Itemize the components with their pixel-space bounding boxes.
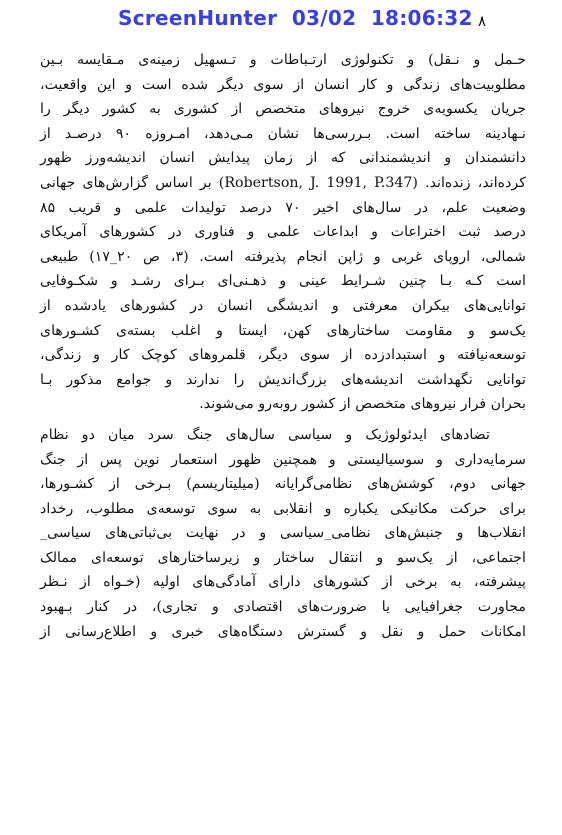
text-line: برای حرکت مکانیکی یکباره و انقلابی به سوی توسعه‌ی مطلوب، رخداد (40, 500, 526, 517)
text-line: است کـه بـا چنین شـرایط عینی و ذهـنی‌ای بـرای رشـد و شکـوفایی (40, 273, 526, 290)
text-line: توسعه‌نیافته و استبدادزده از سوی دیگر، قلمروهای کوچک کار و زندگی، (40, 347, 526, 364)
text-line: درصد ثبت اختراعات و ابداعات علمی و فناوری در کشورهای آمریکای (40, 224, 526, 241)
page-number: ۸ (478, 12, 487, 30)
text-line: سرمایه‌داری و سوسیالیستی و همچنین ظهور استعمار نوین پس از جنگ (40, 451, 526, 468)
text-line: اجتماعی، از یک‌سو و انتقال ساختار و زیرساختارهای توسعه‌ای ممالک (40, 549, 526, 566)
text-line: امکانات حمل و نقل و گسترش دستگاه‌های خبری و اطلاع‌رسانی از (40, 623, 526, 640)
text-line: توانایی‌های بیکران معرفتی و اندیشگی انسان در کشورهای یادشده از (40, 297, 526, 314)
text-line: حـمل و نـقل) و تکنولوژی ارتـباطات و تـسهیل زمینه‌ی مـقایسه بـین (40, 52, 526, 68)
text-line: توانایی نگهداشت اندیشه‌های بزرگ‌اندیش را ندارند و جوامع مذکور بـا (40, 371, 526, 388)
text-line: مجاورت جغرافیایی یا ضرورت‌های اقتصادی و تجاری)، در کنار بـهبود (40, 599, 526, 616)
text-line: شمالی، اروپای غربی و ژاپن انجام پذیرفته است. (۳، ص ۲۰_۱۷) طبیعی (40, 248, 526, 265)
text-line: وضعیت علم، در سال‌های اخیر ۷۰ درصد تولیدات علمی و قریب ۸۵ (40, 199, 526, 216)
text-line: نـهادینه ساخته است. بـررسی‌ها نشان مـی‌دهد، امـروزه ۹۰ درصـد از (40, 125, 526, 142)
text-line: دانشمندان و اندیشمندانی که از زمان پیدایش انسان اندیشه‌ورز ظهور (40, 150, 526, 167)
paragraph-2 (40, 423, 526, 644)
text-line: بحران فرار نیروهای متخصص از کشور روبه‌رو می‌شوند. (199, 396, 526, 413)
text-line: تضادهای ایدئولوژیک و سیاسی سال‌های جنگ سرد میان دو نظام (40, 426, 490, 443)
text-line: مطلوبیت‌های زندگی و کار انسان از سوی دیگر شده است و این واقعیت، (40, 76, 526, 93)
text-line: پیشرفته، به برخی از کشورهای دارای آمادگی‌های اولیه (خـواه از نـظر (40, 574, 526, 591)
document-page (40, 48, 526, 644)
text-line: کرده‌اند، زنده‌اند. (Robertson, J. 1991, P.347) بر اساس گزارش‌های جهانی (40, 174, 526, 191)
text-line: انقلاب‌ها و جنبش‌های نظامی_سیاسی و در نهایت بی‌ثباتی‌های سیاسی_ (40, 525, 526, 542)
screenhunter-watermark: ScreenHunter 03/02 18:06:32 (118, 6, 473, 30)
text-line: یک‌سو و مقاومت ساختارهای کهن، ایستا و اغلب بسته‌ی کشـورهای (40, 322, 526, 339)
text-line: جهانی دوم، کوشش‌های نظامی‌گرایانه (میلیتاریسم) بـرخی از کشـورها، (40, 476, 526, 493)
text-line: جریان یکسویه‌ی خروج نیروهای متخصص از کشوری به کشور دیگر را (40, 101, 526, 118)
paragraph-1 (40, 48, 526, 417)
